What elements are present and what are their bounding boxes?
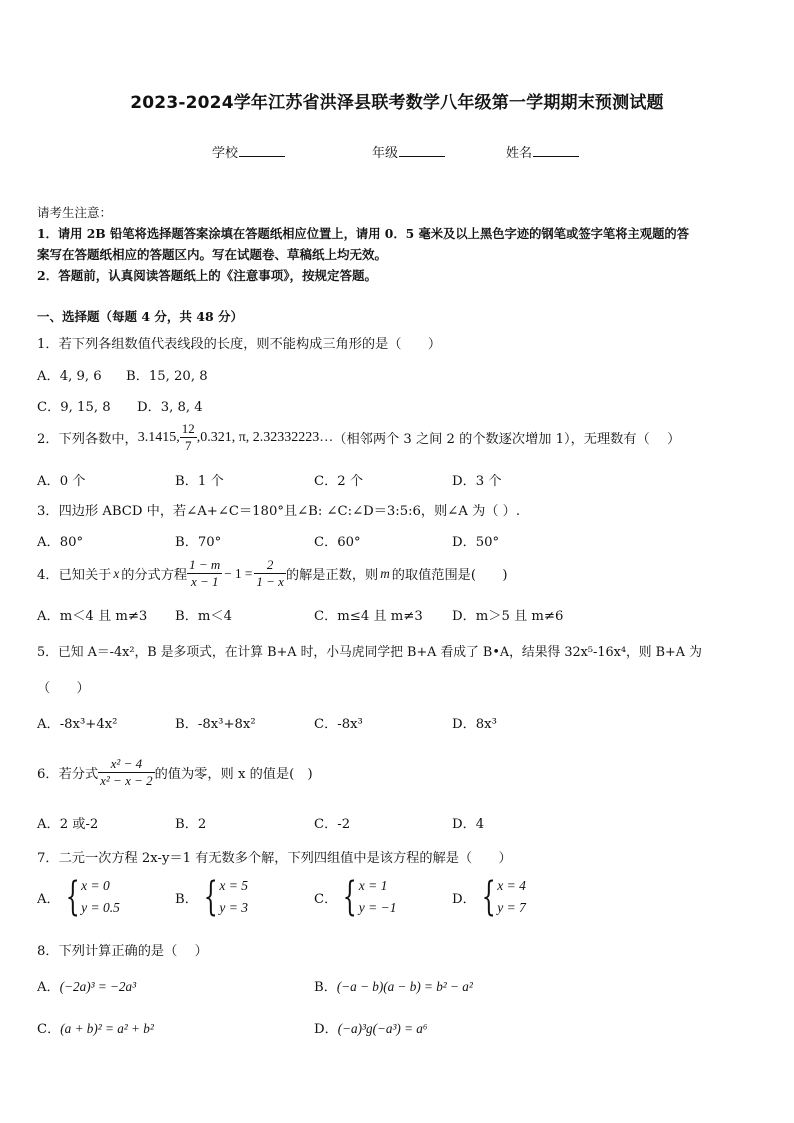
q6-suffix: 的值为零，则 x 的值是( ) [154,767,313,782]
q4-var-x: x [113,565,120,581]
q4-fraction-2-denominator: 1 − x [256,574,284,589]
q7-option-c-line-2: y = −1 [358,900,397,915]
q3-option-a: A．80° [37,535,84,550]
q2-stem [37,421,680,454]
q7-option-a-label: A． [37,891,60,907]
q7-option-c [314,875,396,919]
q2-fraction-numerator: 12 [181,421,195,436]
q7-option-b-line-1: x = 5 [219,878,248,893]
q4-fraction-1-numerator: 1 − m [189,557,221,572]
q4-option-b: B．m＜4 [175,609,232,624]
notice-heading: 请考生注意： [37,205,113,220]
brace-icon: { [343,874,358,920]
q5-option-a: A．-8x³+4x² [37,717,118,732]
q4-minus-one: − 1 = [224,565,253,581]
q8-option-c [37,1018,154,1037]
q2-option-b: B．1 个 [175,474,224,489]
q6-stem [37,756,313,789]
q7-option-a-system [60,875,120,919]
q5-option-b: B．-8x³+8x² [175,717,256,732]
q8-option-a-label: A． [37,980,60,995]
q8-stem: 8．下列计算正确的是（ ） [37,944,208,959]
q7-option-b-label: B． [175,891,198,907]
q4-suffix-2: 的取值范围是( ) [391,568,508,583]
q6-fraction-numerator: x² − 4 [110,756,143,771]
q4-option-a: A．m＜4 且 m≠3 [37,609,148,624]
q1-option-c: C．9, 15, 8 [37,400,111,415]
q4-mid: 的分式方程 [121,568,188,583]
name-blank [533,144,579,157]
q7-option-a [37,875,120,919]
q8-option-a [37,976,136,995]
q5-option-d: D．8x³ [452,717,497,732]
q4-option-c: C．m≤4 且 m≠3 [314,609,423,624]
q6-fraction-denominator: x² − x − 2 [100,773,153,788]
q2-fraction-denominator: 7 [180,437,197,454]
q2-option-a: A．0 个 [37,474,86,489]
q5-option-c: C．-8x³ [314,717,363,732]
q3-stem: 3．四边形 ABCD 中，若∠A+∠C＝180°且∠B: ∠C:∠D＝3:5:6，则∠A 为（ ）. [37,504,521,519]
q7-option-d-label: D． [452,891,476,907]
q7-stem: 7．二元一次方程 2x-y＝1 有无数多个解，下列四组值中是该方程的解是（ ） [37,851,512,866]
grade-blank [399,144,445,157]
q4-fraction-1-denominator: x − 1 [187,573,222,590]
q8-option-a-expr: (−2a)³ = −2a³ [59,979,137,994]
page-title: 2023-2024学年江苏省洪泽县联考数学八年级第一学期期末预测试题 [130,93,664,113]
q8-option-b-expr: (−a − b)(a − b) = b² − a² [336,979,473,994]
q6-option-c: C．-2 [314,817,351,832]
q8-option-c-expr: (a + b)² = a² + b² [60,1021,154,1036]
q2-option-c: C．2 个 [314,474,364,489]
q8-option-b [314,976,473,995]
q2-option-d: D．3 个 [452,474,502,489]
school-field [212,142,285,161]
q6-fraction [98,756,154,789]
grade-field [372,142,445,161]
brace-icon: { [203,874,218,920]
q7-option-d-line-1: x = 4 [497,878,526,893]
q6-option-a: A．2 或-2 [37,817,99,832]
q4-fraction-1 [187,557,222,590]
q7-option-b [175,875,248,919]
brace-icon: { [65,874,80,920]
notice-item-2: 2．答题前，认真阅读答题纸上的《注意事项》，按规定答题。 [37,268,377,283]
q4-fraction-2 [254,557,286,590]
q3-option-b: B．70° [175,535,222,550]
brace-icon: { [481,874,496,920]
q2-suffix: （相邻两个 3 之间 2 的个数逐次增加 1），无理数有（ ） [333,432,681,447]
q8-option-d-label: D． [314,1022,338,1037]
q3-option-d: D．50° [452,535,500,550]
q2-number-1: 3.1415, [137,429,180,445]
name-label: 姓名 [506,146,533,161]
q5-paren: （ ） [37,681,90,696]
q7-option-a-line-1: x = 0 [81,878,110,893]
school-blank [239,144,285,157]
q2-prefix: 2．下列各数中， [37,432,138,447]
grade-label: 年级 [372,146,399,161]
q5-stem: 5．已知 A＝-4x²，B 是多项式，在计算 B+A 时，小马虎同学把 B+A 看成了 B•A，结果得 32x⁵-16x⁴，则 B+A 为 [37,645,702,660]
q8-option-d-expr: (−a)³g(−a³) = a⁶ [337,1021,428,1036]
q8-option-c-label: C． [37,1022,61,1037]
q2-numbers: ,0.321, π, 2.32332223… [196,429,334,445]
q7-option-b-system [198,875,248,919]
q3-option-c: C．60° [314,535,361,550]
q4-suffix: 的解是正数，则 [285,568,379,583]
q7-option-b-line-2: y = 3 [219,900,248,915]
q1-stem: 1．若下列各组数值代表线段的长度，则不能构成三角形的是（ ） [37,337,442,352]
name-field [506,142,579,161]
q7-option-d-line-2: y = 7 [497,900,526,915]
q4-var-m: m [380,565,390,581]
q7-option-c-label: C． [314,891,338,907]
q1-option-b: B．15, 20, 8 [126,369,208,384]
q4-prefix: 4．已知关于 [37,568,112,583]
q7-option-a-line-2: y = 0.5 [81,900,120,915]
school-label: 学校 [212,146,239,161]
q8-option-d [314,1018,428,1037]
q1-option-a: A．4, 9, 6 [37,369,102,384]
q8-option-b-label: B． [314,980,337,995]
q6-option-b: B．2 [175,817,207,832]
q6-prefix: 6．若分式 [37,767,99,782]
q7-option-c-system [337,875,396,919]
q1-option-d: D．3, 8, 4 [137,400,203,415]
notice-item-1a: 1．请用 2B 铅笔将选择题答案涂填在答题纸相应位置上，请用 0．5 毫米及以上黑色字迹的钢笔或签字笔将主观题的答 [37,226,689,241]
q7-option-d [452,875,526,919]
q7-option-c-line-1: x = 1 [358,878,388,893]
q4-fraction-2-numerator: 2 [266,557,274,572]
q2-fraction [180,421,197,454]
section-heading: 一、选择题（每题 4 分，共 48 分） [37,309,244,324]
q7-option-d-system [476,875,526,919]
notice-item-1b: 案写在答题纸相应的答题区内。写在试题卷、草稿纸上均无效。 [37,247,388,262]
q4-stem [37,557,508,590]
q4-option-d: D．m＞5 且 m≠6 [452,609,564,624]
q6-option-d: D．4 [452,817,485,832]
